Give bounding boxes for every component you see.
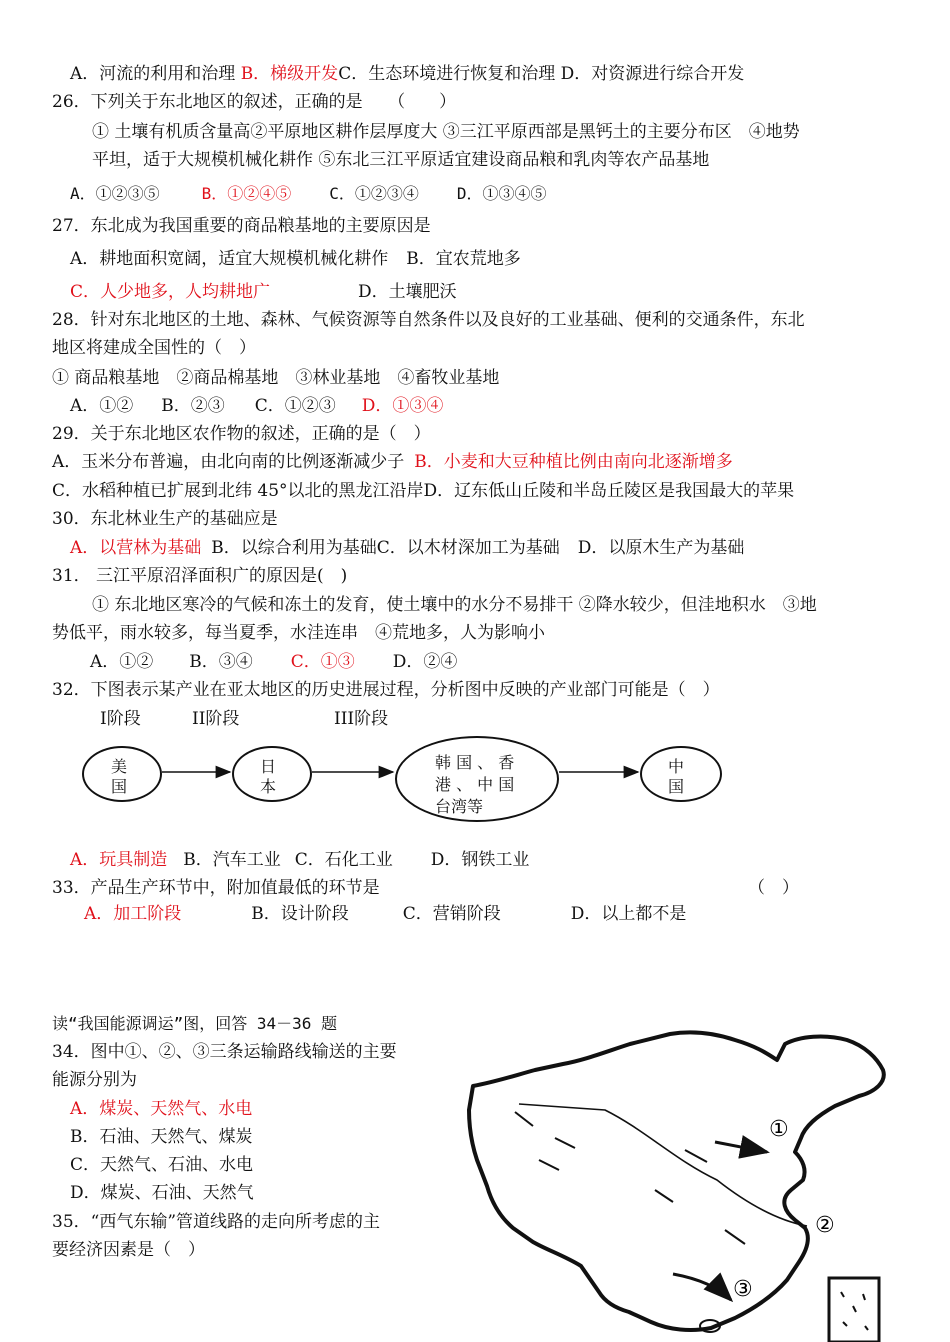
route-2-label: ② xyxy=(815,1213,835,1238)
node-usa-text-1: 美 xyxy=(111,757,128,776)
q26-option-b: B．①②④⑤ xyxy=(201,184,292,203)
q33-stem: 33．产品生产环节中，附加值最低的环节是 xyxy=(52,878,380,898)
q25-option-d: D．对资源进行综合开发 xyxy=(560,64,745,84)
q31-line2: 势低平，雨水较多，每当夏季，水洼连串 ④荒地多，人为影响小 xyxy=(52,623,545,643)
q30-option-d: D．以原木生产为基础 xyxy=(577,538,745,558)
q32-option-c: C．石化工业 xyxy=(294,850,393,870)
route-1-arrow xyxy=(715,1142,767,1152)
inset-islands xyxy=(841,1292,868,1330)
q33-option-d: D．以上都不是 xyxy=(570,904,687,924)
q26-option-c: C．①②③④ xyxy=(329,184,419,203)
route-3-label: ③ xyxy=(733,1277,753,1302)
map-boundaries xyxy=(515,1112,745,1244)
q29-option-a: A．玉米分布普遍，由北向南的比例逐渐减少子 xyxy=(52,452,405,472)
stage-3-label: III阶段 xyxy=(334,709,389,729)
q28-items: ① 商品粮基地 ②商品棉基地 ③林业基地 ④畜牧业基地 xyxy=(52,368,500,388)
q34-option-a: A．煤炭、天然气、水电 xyxy=(70,1099,253,1119)
q30-option-b: B．以综合利用为基础 xyxy=(211,538,377,558)
map-section-intro: 读“我国能源调运”图，回答 34－36 题 xyxy=(52,1014,338,1033)
q35-stem-2: 要经济因素是（ ） xyxy=(52,1240,205,1260)
q29-option-b: B．小麦和大豆种植比例由南向北逐渐增多 xyxy=(414,452,733,472)
q33-paren: （ ） xyxy=(748,878,799,898)
q25-option-b: B．梯级开发 xyxy=(240,64,339,84)
node-usa-text-2: 国 xyxy=(111,777,128,796)
q30-option-c: C．以木材深加工为基础 xyxy=(376,538,560,558)
q28-option-b: B．②③ xyxy=(161,396,225,416)
q32-option-d: D．钢铁工业 xyxy=(430,850,530,870)
route-2-line xyxy=(519,1104,807,1226)
china-outline xyxy=(469,1032,884,1330)
q34-stem-1: 34．图中①、②、③三条运输路线输送的主要 xyxy=(52,1042,397,1062)
q31-line1: ① 东北地区寒冷的气候和冻土的发育，使土壤中的水分不易排干 ②降水较少，但洼地积水 ③地 xyxy=(92,595,817,615)
q28-stem-2: 地区将建成全国性的（ ） xyxy=(52,338,256,358)
node-japan-text-1: 日 xyxy=(260,757,277,776)
q34-option-d: D．煤炭、石油、天然气 xyxy=(70,1183,254,1203)
stage-1-label: I阶段 xyxy=(100,709,141,729)
q31-stem: 31． 三江平原沼泽面积广的原因是( ) xyxy=(52,566,348,586)
q31-option-a: A．①② xyxy=(90,652,154,672)
node-china-text-1: 中 xyxy=(668,757,685,776)
q35-stem-1: 35．“西气东输”管道线路的走向所考虑的主 xyxy=(52,1212,381,1232)
q31-option-c: C．①③ xyxy=(290,652,355,672)
q26-line2: 平坦，适于大规模机械化耕作 ⑤东北三江平原适宜建设商品粮和乳肉等农产品基地 xyxy=(92,150,710,170)
node-korea-text-3: 台湾等 xyxy=(435,797,484,816)
q25-option-c: C．生态环境进行恢复和治理 xyxy=(338,64,556,84)
q25-option-a: A．河流的利用和治理 xyxy=(70,64,236,84)
q34-option-c: C．天然气、石油、水电 xyxy=(70,1155,254,1175)
stage-2-label: II阶段 xyxy=(192,709,240,729)
q34-option-b: B．石油、天然气、煤炭 xyxy=(70,1127,253,1147)
q29-stem: 29．关于东北地区农作物的叙述，正确的是（ ） xyxy=(52,424,431,444)
node-korea-text-1: 韩 国 、 香 xyxy=(435,753,515,772)
q33-option-b: B．设计阶段 xyxy=(251,904,349,924)
q26-option-d: D．①③④⑤ xyxy=(456,184,547,203)
q28-option-a: A．①② xyxy=(70,396,134,416)
q26-stem: 26．下列关于东北地区的叙述，正确的是 （ ） xyxy=(52,92,457,112)
q27-option-b: B．宜农荒地多 xyxy=(406,249,521,269)
q27-option-c: C．人少地多，人均耕地广 xyxy=(70,282,271,302)
q30-option-a: A．以营林为基础 xyxy=(70,538,202,558)
route-3-arrow xyxy=(673,1274,731,1300)
q32-option-b: B．汽车工业 xyxy=(183,850,281,870)
route-1-label: ① xyxy=(769,1117,789,1142)
q26-line1: ① 土壤有机质含量高②平原地区耕作层厚度大 ③三江平原西部是黑钙土的主要分布区 ④地势 xyxy=(92,122,800,142)
q27-option-a: A．耕地面积宽阔，适宜大规模机械化耕作 xyxy=(70,249,389,269)
q29-option-d: D．辽东低山丘陵和半岛丘陵区是我国最大的苹果 xyxy=(423,481,795,501)
q34-stem-2: 能源分别为 xyxy=(52,1070,137,1090)
q30-stem: 30．东北林业生产的基础应是 xyxy=(52,509,278,529)
q32-stem: 32．下图表示某产业在亚太地区的历史进展过程，分析图中反映的产业部门可能是（ ） xyxy=(52,680,720,700)
q33-option-c: C．营销阶段 xyxy=(402,904,501,924)
china-energy-map xyxy=(455,1030,895,1342)
q29-option-c: C．水稻种植已扩展到北纬 45°以北的黑龙江沿岸 xyxy=(52,481,424,501)
q27-option-d: D．土壤肥沃 xyxy=(358,282,457,302)
q28-stem-1: 28．针对东北地区的土地、森林、气候资源等自然条件以及良好的工业基础、便利的交通条件，东北 xyxy=(52,310,805,330)
q28-option-c: C．①②③ xyxy=(254,396,336,416)
q31-option-d: D．②④ xyxy=(392,652,458,672)
q27-stem: 27．东北成为我国重要的商品粮基地的主要原因是 xyxy=(52,216,431,236)
q32-options xyxy=(70,848,529,872)
q26-option-a: A．①②③⑤ xyxy=(70,184,160,203)
q32-option-a: A．玩具制造 xyxy=(70,850,168,870)
q33-options xyxy=(84,902,686,926)
node-china-text-2: 国 xyxy=(668,777,685,796)
node-japan-text-2: 本 xyxy=(260,777,277,796)
q33-option-a: A．加工阶段 xyxy=(84,904,182,924)
q28-option-d: D．①③④ xyxy=(361,396,444,416)
node-korea-text-2: 港 、 中 国 xyxy=(435,775,515,794)
q31-option-b: B．③④ xyxy=(189,652,253,672)
